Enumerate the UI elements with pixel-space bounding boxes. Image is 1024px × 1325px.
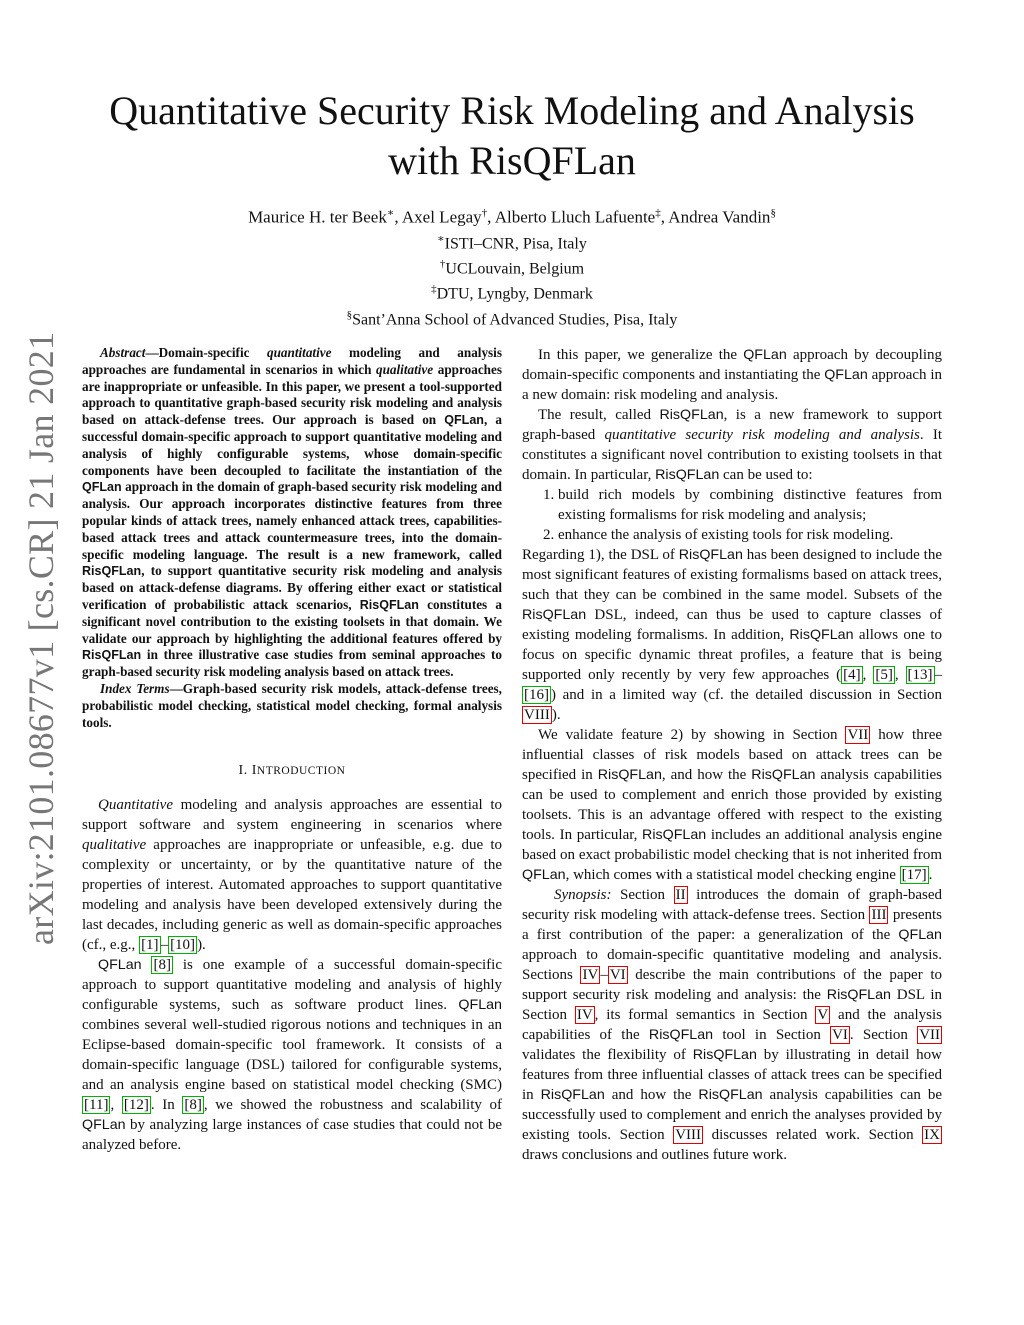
section-link[interactable]: IV [582,967,599,983]
body-paragraph: Regarding 1), the DSL of RisQFLan has been designed to include the most significant features of existing formalisms based on attack trees, such that they can be combined in the same model. Subsets of the RisQFLan DSL, indeed, can thus be used to capture classes of existing modeling formalisms. In addition, RisQFLan allows one to focus on specific dynamic threat profiles, a feature that is being supported only recently by very few approaches ( [4] , [5] , [13] –[16] ) and in a limited way (cf. the detailed discussion in Section VIII ). [522,547,942,723]
affiliation-mark: § [770,207,776,219]
section-heading-introduction: I. INTRODUCTION [238,763,346,779]
affiliation: ∗ISTI–CNR, Pisa, Italy [437,232,587,252]
section-link[interactable]: VII [919,1027,941,1043]
author-name: Alberto Lluch Lafuente [494,207,656,227]
body-paragraph: We validate feature 2) by showing in Section VII how three influential classes of risk models based on attack trees can be specified in RisQFLan, and how the RisQFLan analysis capabilities can be used to complement and enrich those provided by existing toolsets. This is an advantage offered with respect to the existing tools. In particular, RisQFLan includes an additional analysis engine based on exact probabilistic model checking that is not inherited from QFLan, which comes with a statistical model checking engine [17] . [522,727,943,883]
citation-link[interactable]: [8] [184,1097,202,1114]
affiliation-mark: ‡ [655,207,661,219]
citation-link[interactable]: [10] [170,937,196,954]
section-link[interactable]: II [675,887,686,903]
section-link[interactable]: VIII [524,707,550,723]
synopsis-paragraph: Synopsis: Section II introduces the domain of graph-based security risk modeling with attack-defense trees. Section III presents a first contribution of the paper: a generalization of the QFLan approach to domain-specific quantitative modeling and analysis. Sections IV – VI describe the main contributions of the paper to support security risk modeling and analysis: the RisQFLan DSL in Section IV , its formal semantics in Section V and the analysis capabilities of the RisQFLan tool in Section VI . Section VII validates the flexibility of RisQFLan by illustrating in detail how features from three influential classes of attack trees can be specified in RisQFLan and how the RisQFLan analysis capabilities can be successfully used to complement and enrich the analyses provided by existing tools. Section VIII discusses related work. Section IX draws conclusions and outlines future work. [522,887,943,1163]
citation-link[interactable]: [17] [901,867,927,883]
arxiv-identifier: arXiv:2101.08677v1 [cs.CR] 21 Jan 2021 [21,331,61,945]
body-paragraph: The result, called RisQFLan, is a new framework to support graph-based quantitative security risk modeling and analysis. It constitutes a significant novel contribution to existing toolsets in that domain. In particular, RisQFLan can be used to: [522,407,942,483]
section-link[interactable]: VIII [675,1127,702,1143]
affiliation: †UCLouvain, Belgium [439,257,585,278]
title-line-2: with RisQFLan [388,138,636,183]
left-column [82,345,502,1155]
citation-link[interactable]: [12] [123,1097,149,1114]
citation-link[interactable]: [8] [153,957,171,974]
section-link[interactable]: VI [609,967,626,983]
abstract: Abstract—Domain-specific quantitative modeling and analysis approaches are fundamental in scenarios in which qualitative approaches are inappropriate or unfeasible. In this paper, we present a tool-supported approach to quantitative graph-based security risk modeling and analysis based on attack-defense trees. Our approach is based on QFLan, a successful domain-specific approach to support quantitative modeling and analysis of highly configurable systems, whose domain-specific components have been decoupled to facilitate the instantiation of the QFLan approach in the domain of graph-based security risk modeling and analysis. Our approach incorporates distinctive features from three popular kinds of attack trees, namely enhanced attack trees, capabilities-based attack trees and attack countermeasure trees, into the domain-specific modeling language. The result is a new framework, called RisQFLan, to support quantitative security risk modeling and analysis based on attack-defense diagrams. By offering either exact or statistical verification of probabilistic attack scenarios, RisQFLan constitutes a significant novel contribution to the existing toolsets in that domain. We validate our approach by highlighting the additional features offered by RisQFLan in three illustrative case studies from seminal approaches to graph-based security risk modeling analysis based on attack trees. [82,345,502,680]
section-link[interactable]: VI [832,1027,848,1043]
affiliation-mark: ‡ [431,283,437,296]
list-item: 1. build rich models by combining distinctive features from existing formalisms for risk modeling and analysis; [558,485,942,525]
title-line-1: Quantitative Security Risk Modeling and Analysis [109,88,915,133]
section-link[interactable]: IX [924,1127,940,1143]
intro-paragraph: QFLan [8] is one example of a successful domain-specific approach to support quantitative modeling and analysis of highly configurable systems, such as software product lines. QFLan combines several well-studied rigorous notions and techniques in an Eclipse-based domain-specific tool framework. It consists of a domain-specific language (DSL) tailored for configurable systems, and an analysis engine based on statistical model checking (SMC) [11] , [12] . In [8] , we showed the robustness and scalability of QFLan by analyzing large instances of case studies that could not be analyzed before. [82,957,503,1154]
list-item: 2. enhance the analysis of existing tools for risk modeling. [558,525,942,545]
section-link[interactable]: VII [847,727,869,743]
author-name: Axel Legay [401,207,482,227]
citation-link[interactable]: [16] [524,687,549,703]
citation-link[interactable]: [11] [84,1097,109,1114]
citation-link[interactable]: [13] [907,667,933,683]
contribution-list [522,485,942,545]
section-link[interactable]: IV [576,1007,593,1023]
affiliation-mark: † [481,207,488,219]
affiliation: ‡DTU, Lyngby, Denmark [431,283,593,303]
author-name: Maurice H. ter Beek [248,207,387,227]
affiliation-mark: † [439,257,446,270]
citation-link[interactable]: [1] [141,937,159,954]
author-names: Maurice H. ter Beek∗, Axel Legay†, Alberto Lluch Lafuente‡, Andrea Vandin§ [248,207,776,227]
index-terms: Index Terms—Graph-based security risk models, attack-defense trees, probabilistic model checking, statistical model checking, formal analysis tools. [82,680,502,730]
author-block [100,202,924,330]
affiliation-mark: ∗ [386,207,395,219]
affiliation: §Sant’Anna School of Advanced Studies, Pisa, Italy [346,308,678,328]
body-paragraph: In this paper, we generalize the QFLan approach by decoupling domain-specific components and instantiating the QFLan approach in a new domain: risk modeling and analysis. [522,347,942,403]
author-name: Andrea Vandin [668,207,771,227]
affiliation-mark: ∗ [437,232,445,245]
paper-title [60,86,964,186]
section-link[interactable]: V [817,1007,829,1023]
right-column [522,345,942,1165]
intro-paragraph: Quantitative modeling and analysis approaches are essential to support software and system engineering in scenarios where qualitative approaches are inappropriate or unfeasible, e.g. due to complexity or uncertainty, or by the quantitative nature of the properties of interest. Automated approaches to support quantitative modeling and analysis have been developed extensively during the last decades, including generic as well as domain-specific approaches (cf., e.g., [1] – [10] ). [82,797,502,954]
citation-link[interactable]: [4] [843,667,861,683]
citation-link[interactable]: [5] [875,667,893,683]
affiliation-mark: § [346,308,353,321]
section-link[interactable]: III [871,907,887,923]
